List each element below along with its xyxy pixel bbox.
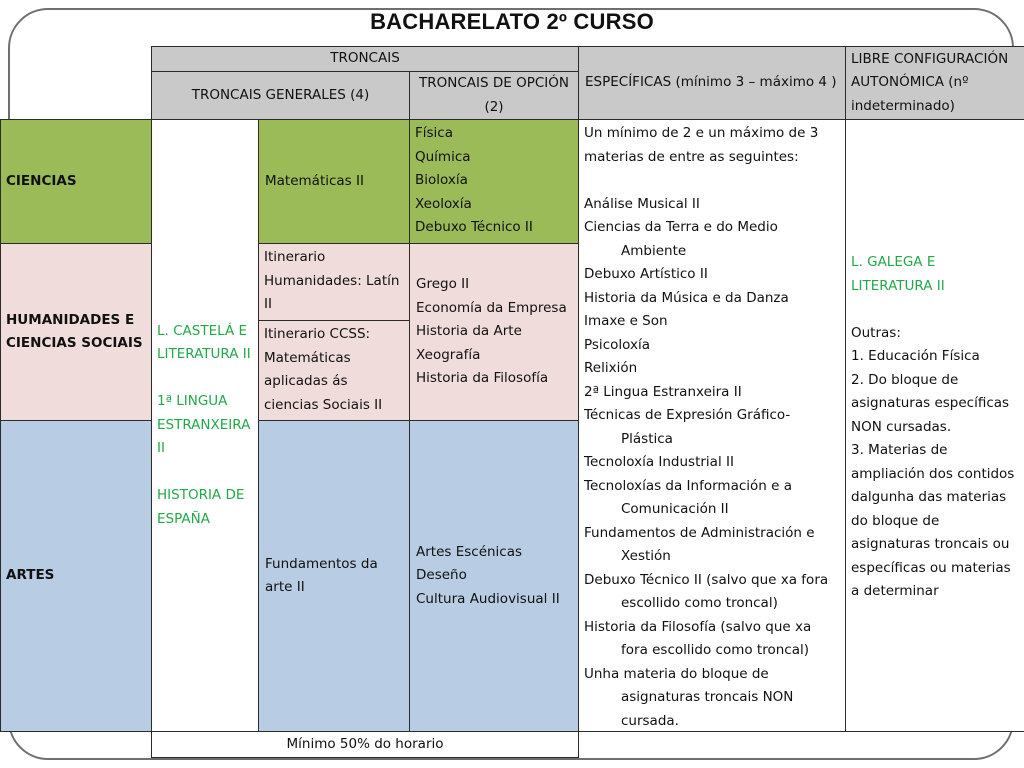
opcion-item: Artes Escénicas — [416, 543, 523, 560]
common-subject: HISTORIA DE ESPAÑA — [157, 487, 245, 527]
header-troncais-opcion — [409, 71, 579, 120]
opcion-item: Xeografía — [416, 346, 481, 363]
header-troncais-label: TRONCAIS — [330, 50, 400, 67]
especificas-item: Relixión — [584, 360, 638, 376]
opcion-item: Xeoloxía — [415, 195, 472, 212]
generales-ciencias — [258, 119, 410, 244]
opcion-humanidades — [409, 243, 579, 421]
page-title: BACHARELATO 2º CURSO — [370, 9, 654, 34]
opcion-item: Historia da Arte — [416, 323, 522, 340]
row-ciencias — [0, 119, 152, 244]
header-especificas — [578, 46, 846, 120]
header-especificas-label: ESPECÍFICAS (mínimo 3 – máximo 4 ) — [585, 74, 837, 91]
generales-humanidades — [258, 243, 410, 321]
especificas-item: Imaxe e Son — [584, 313, 668, 329]
especificas-item: Análise Musical II — [584, 195, 700, 212]
row-ciencias-label: CIENCIAS — [6, 172, 77, 189]
especificas-item: Historia da Filosofía (salvo que xa fora escollido como troncal) — [584, 618, 812, 658]
opcion-item: Física — [415, 125, 453, 141]
row-humanidades — [0, 243, 152, 421]
libre-cell — [845, 119, 1024, 732]
especificas-item: Psicoloxía — [584, 336, 650, 353]
row-humanidades-label: HUMANIDADES E CIENCIAS SOCIAIS — [6, 311, 143, 351]
generales-humanidades-text: Itinerario Humanidades: Latín II — [264, 249, 400, 312]
especificas-item: Tecnoloxías da Información e a Comunicación II — [584, 477, 792, 517]
footer-minimo-text: Mínimo 50% do horario — [286, 735, 444, 752]
opcion-item: Economía da Empresa — [416, 299, 567, 316]
opcion-item: Química — [415, 148, 471, 165]
generales-artes — [258, 420, 410, 732]
opcion-ciencias — [409, 119, 579, 244]
especificas-item: 2ª Lingua Estranxeira II — [584, 383, 742, 400]
row-artes — [0, 420, 152, 732]
generales-ciencias-text: Matemáticas II — [265, 172, 364, 189]
especificas-item: Debuxo Artístico II — [584, 266, 708, 282]
libre-outras-item: 1. Educación Física — [851, 348, 980, 364]
especificas-intro: Un mínimo de 2 e un máximo de 3 materias de entre as seguintes: — [584, 125, 819, 165]
opcion-item: Grego II — [416, 276, 470, 293]
especificas-item: Unha materia do bloque de asignaturas troncais NON cursada. — [584, 665, 794, 729]
especificas-item: Debuxo Técnico II (salvo que xa fora escollido como troncal) — [584, 571, 829, 611]
especificas-item: Técnicas de Expresión Gráfico-Plástica — [584, 407, 791, 447]
libre-outras-label: Outras: — [851, 324, 901, 341]
header-libre — [845, 46, 1024, 120]
row-artes-label: ARTES — [6, 567, 55, 584]
opcion-item: Cultura Audiovisual II — [416, 590, 560, 607]
opcion-item: Debuxo Técnico II — [415, 219, 533, 235]
header-troncais-generales-label: TRONCAIS GENERALES (4) — [191, 86, 370, 103]
opcion-item: Bioloxía — [415, 172, 468, 188]
common-subject: 1ª LINGUA ESTRANXEIRA II — [157, 393, 251, 457]
header-troncais — [151, 46, 579, 72]
opcion-item: Historia da Filosofía — [416, 370, 549, 387]
especificas-item: Ciencias da Terra e do Medio Ambiente — [584, 219, 778, 259]
opcion-item: Deseño — [416, 567, 467, 584]
header-libre-label: LIBRE CONFIGURACIÓN AUTONÓMICA (nº indeterminado) — [851, 50, 1009, 114]
header-troncais-generales — [151, 71, 410, 120]
libre-outras-item: 3. Materias de ampliación dos contidos dalgunha das materias do bloque de asignaturas troncais ou específicas ou materias a determinar — [851, 442, 1015, 599]
opcion-artes — [409, 420, 579, 732]
especificas-item: Fundamentos de Administración e Xestión — [584, 524, 815, 564]
especificas-item: Historia da Música e da Danza — [584, 289, 789, 306]
generales-ccss — [258, 320, 410, 421]
libre-outras-item: 2. Do bloque de asignaturas específicas NON cursadas. — [851, 371, 1010, 435]
footer-minimo — [151, 731, 579, 758]
common-subject: L. CASTELÁ E LITERATURA II — [157, 322, 251, 363]
common-subjects-cell — [151, 119, 259, 732]
header-troncais-opcion-label: TRONCAIS DE OPCIÓN (2) — [419, 75, 569, 115]
generales-artes-text: Fundamentos da arte II — [265, 555, 378, 595]
especificas-item: Tecnoloxía Industrial II — [584, 454, 734, 470]
libre-galega: L. GALEGA E LITERATURA II — [851, 254, 945, 294]
especificas-cell — [578, 119, 846, 732]
generales-ccss-text: Itinerario CCSS: Matemáticas aplicadas ás ciencias Sociais II — [264, 326, 383, 413]
